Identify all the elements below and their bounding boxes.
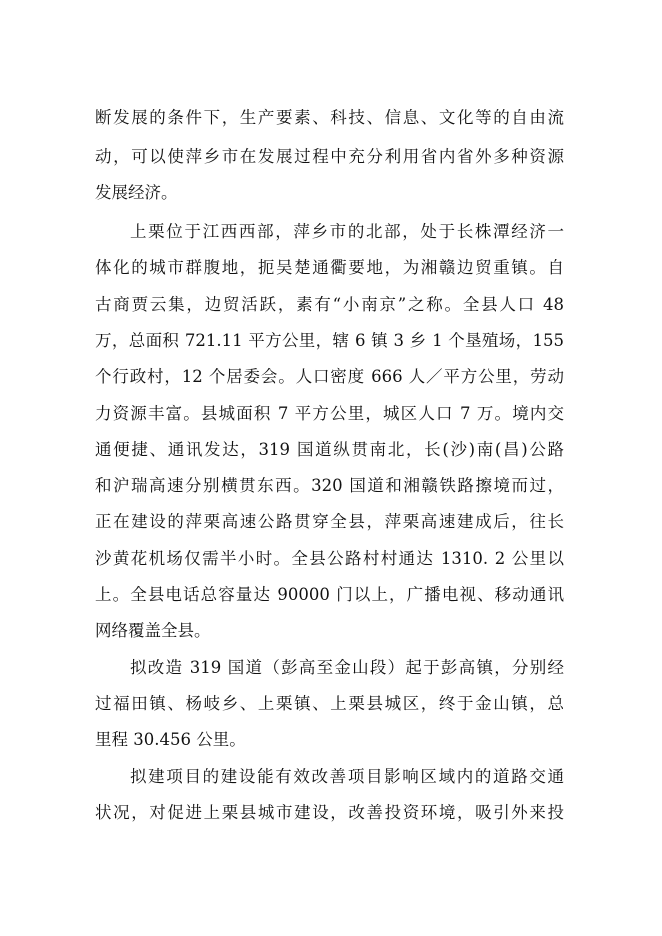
text-line: 正在建设的萍栗高速公路贯穿全县，萍栗高速建成后，往长 [95, 512, 564, 531]
text-line: 和沪瑞高速分别横贯东西。320 国道和湘赣铁路擦境而过， [95, 476, 564, 495]
text-line: 里程 30.456 公里。 [95, 730, 246, 749]
text-line: 体化的城市群腹地，扼吴楚通衢要地，为湘赣边贸重镇。自 [95, 258, 564, 277]
text-line: 网络覆盖全县。 [95, 621, 211, 640]
text-line: 通便捷、通讯发达，319 国道纵贯南北，长(沙)南(昌)公路 [95, 440, 564, 459]
text-line: 古商贾云集，边贸活跃，素有“小南京”之称。全县人口 48 [95, 295, 564, 314]
text-line: 万，总面积 721.11 平方公里，辖 6 镇 3 乡 1 个垦殖场，155 [95, 331, 564, 350]
text-line: 过福田镇、杨岐乡、上栗镇、上栗县城区，终于金山镇，总 [95, 694, 564, 713]
text-line: 个行政村，12 个居委会。人口密度 666 人／平方公里，劳动 [95, 367, 564, 386]
text-line: 发展经济。 [95, 183, 178, 202]
text-line: 断发展的条件下，生产要素、科技、信息、文化等的自由流 [95, 108, 564, 127]
text-line: 力资源丰富。县城面积 7 平方公里，城区人口 7 万。境内交 [95, 404, 564, 423]
text-line: 拟建项目的建设能有效改善项目影响区域内的道路交通 [130, 767, 564, 786]
text-line: 动，可以使萍乡市在发展过程中充分利用省内省外多种资源 [95, 147, 564, 166]
text-line: 上。全县电话总容量达 90000 门以上，广播电视、移动通讯 [95, 585, 564, 604]
text-line: 状况，对促进上栗县城市建设，改善投资环境，吸引外来投 [95, 803, 564, 822]
text-line: 上栗位于江西西部，萍乡市的北部，处于长株潭经济一 [130, 222, 564, 241]
text-line: 沙黄花机场仅需半小时。全县公路村村通达 1310. 2 公里以 [95, 549, 564, 568]
text-line: 拟改造 319 国道（彭高至金山段）起于彭高镇，分别经 [130, 658, 564, 677]
